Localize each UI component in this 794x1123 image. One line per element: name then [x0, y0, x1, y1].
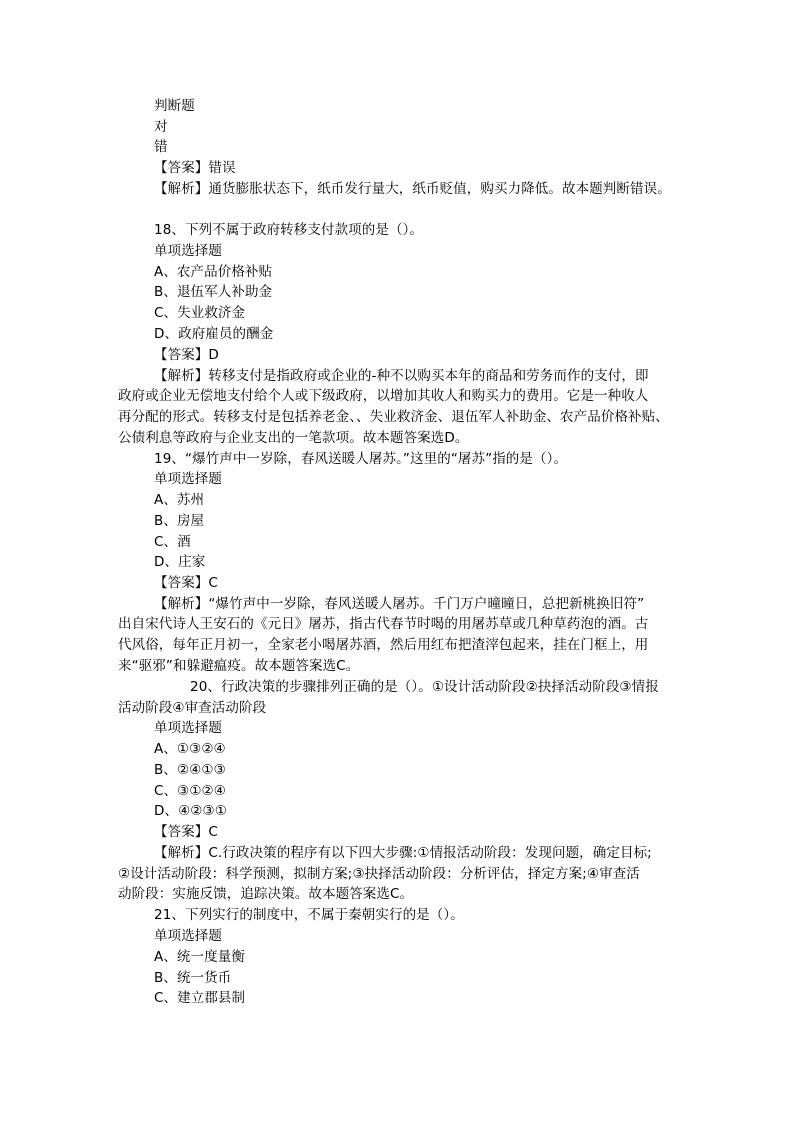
- option-true: 对: [154, 119, 168, 135]
- question-type-label: 判断题: [154, 98, 195, 114]
- analysis-line: 来“驱邪”和躲避瘟疫。故本题答案选C。: [118, 658, 360, 674]
- analysis-line: 【解析】“爆竹声中一岁除，春风送暖人屠苏。千门万户曈曈日，总把新桃换旧符”: [154, 596, 645, 612]
- option-b: B、②④①③: [154, 762, 226, 778]
- option-d: D、政府雇员的酬金: [154, 326, 274, 342]
- analysis-line: 【解析】转移支付是指政府或企业的-种不以购买本年的商品和劳务而作的支付，即: [154, 368, 649, 384]
- question-21-title: 21、下列实行的制度中，不属于秦朝实行的是（）。: [154, 907, 464, 923]
- question-type-label: 单项选择题: [154, 720, 222, 736]
- option-b: B、退伍军人补助金: [154, 284, 273, 300]
- answer-line: 【答案】C: [154, 824, 218, 840]
- option-c: C、酒: [154, 534, 191, 550]
- question-type-label: 单项选择题: [154, 928, 222, 944]
- question-type-label: 单项选择题: [154, 243, 222, 259]
- analysis-line: 代风俗，每年正月初一，全家老小喝屠苏酒，然后用红布把渣滓包起来，挂在门框上，用: [118, 637, 649, 653]
- option-c: C、建立郡县制: [154, 990, 246, 1006]
- answer-line: 【答案】D: [154, 347, 219, 363]
- analysis-line: 再分配的形式。转移支付是包括养老金、、失业救济金、退伍军人补助金、农产品价格补贴、: [118, 409, 669, 425]
- answer-line: 【答案】C: [154, 575, 218, 591]
- option-c: C、失业救济金: [154, 305, 246, 321]
- analysis-line: 政府或企业无偿地支付给个人或下级政府，以增加其收人和购买力的费用。它是一种收人: [118, 388, 649, 404]
- question-19-title: 19、“爆竹声中一岁除，春风送暖人屠苏。”这里的“屠苏”指的是（）。: [154, 451, 568, 467]
- analysis-line: 【解析】C.行政决策的程序有以下四大步骤:①情报活动阶段：发现问题，确定目标;: [154, 845, 652, 861]
- option-b: B、统一货币: [154, 970, 232, 986]
- option-b: B、房屋: [154, 513, 205, 529]
- option-a: A、农产品价格补贴: [154, 264, 273, 280]
- question-20-title: 20、行政决策的步骤排列正确的是（）。①设计活动阶段②抉择活动阶段③情报: [190, 679, 659, 695]
- option-false: 错: [154, 139, 168, 155]
- option-d: D、④②③①: [154, 803, 227, 819]
- analysis-line: 动阶段：实施反馈，追踪决策。故本题答案选C。: [118, 886, 414, 902]
- analysis-line: 【解析】通货膨胀状态下，纸币发行量大，纸币贬值，购买力降低。故本题判断错误。: [154, 181, 671, 197]
- analysis-line: 公债利息等政府与企业支出的一笔款项。故本题答案选D。: [118, 430, 469, 446]
- option-c: C、③①②④: [154, 783, 226, 799]
- question-18-title: 18、下列不属于政府转移支付款项的是（）。: [154, 222, 424, 238]
- analysis-line: 出自宋代诗人王安石的《元日》屠苏，指古代春节时喝的用屠苏草或几种草药泡的酒。古: [118, 616, 649, 632]
- question-type-label: 单项选择题: [154, 471, 222, 487]
- analysis-line: ②设计活动阶段：科学预测，拟制方案;③抉择活动阶段：分析评估，择定方案;④审查活: [118, 866, 640, 882]
- option-a: A、统一度量衡: [154, 949, 245, 965]
- answer-line: 【答案】错误: [154, 160, 236, 176]
- option-d: D、庄家: [154, 554, 206, 570]
- option-a: A、苏州: [154, 492, 205, 508]
- option-a: A、①③②④: [154, 741, 226, 757]
- question-20-title-cont: 活动阶段④审查活动阶段: [118, 700, 267, 716]
